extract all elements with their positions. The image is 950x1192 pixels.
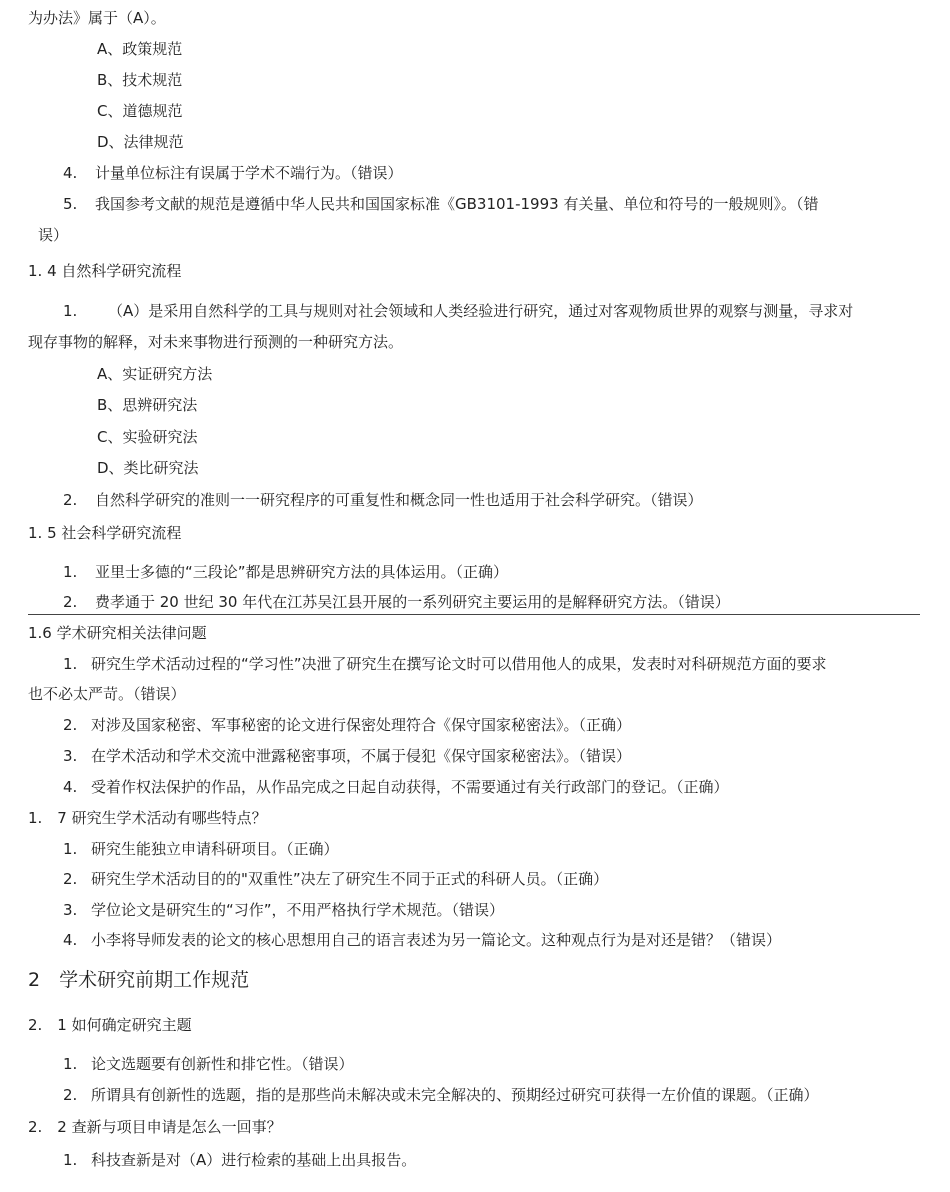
question-item [63,1085,819,1105]
question-item [63,490,703,510]
question-item [63,194,818,214]
section-heading: 1. 5 社会科学研究流程 [28,524,182,542]
question-item [63,654,827,674]
section-heading: 1.6 学术研究相关法律问题 [28,624,207,642]
question-text: （A）是采用自然科学的工具与规则对社会领域和人类经验进行研究，通过对客观物质世界的观察与测量，寻求对 [108,302,854,320]
question-item [63,900,504,920]
question-item [63,562,508,582]
question-text: 研究生学术活动目的的"双重性”决左了研究生不同于正式的科研人员。（正确） [91,870,609,888]
question-number: 1. [63,1151,78,1169]
option-c: C、道德规范 [97,102,183,120]
question-text: 我国参考文献的规范是遵循中华人民共和国国家标准《GB3101-1993 有关量、单位和符号的一般规则》。（错 [95,195,819,213]
chapter-heading: 2 学术研究前期工作规范 [28,969,250,991]
question-text: 亚里士多德的“三段论”都是思辨研究方法的具体运用。（正确） [95,563,509,581]
question-item [63,163,403,183]
question-text: 论文选题要有创新性和排它性。（错误） [91,1055,354,1073]
question-number: 4. [63,778,78,796]
option-b: B、技术规范 [97,71,183,89]
option-b: B、思辨研究法 [97,396,198,414]
question-text: 研究生能独立申请科研项目。（正确） [91,840,339,858]
question-text: 在学术活动和学术交流中泄露秘密事项，不属于侵犯《保守国家秘密法》。（错误） [91,747,632,765]
option-c: C、实验研究法 [97,428,198,446]
question-number: 1. [63,563,78,581]
question-text: 研究生学术活动过程的“学习性”决泄了研究生在撰写论文时可以借用他人的成果，发表时对科研规范方面的要求 [91,655,827,673]
question-text: 自然科学研究的准则一一研究程序的可重复性和概念同一性也适用于社会科学研究。（错误） [95,491,703,509]
question-text: 受着作权法保护的作品，从作品完成之日起自动获得，不需要通过有关行政部门的登记。（正确） [91,778,729,796]
question-number: 4. [63,931,78,949]
option-a: A、实证研究方法 [97,365,213,383]
question-text: 学位论文是研究生的“习作”，不用严格执行学术规范。（错误） [91,901,505,919]
question-text: 对涉及国家秘密、军事秘密的论文进行保密处理符合《保守国家秘密法》。（正确） [91,716,632,734]
question-number: 1. [63,1055,78,1073]
question-number: 5. [63,195,78,213]
question-item [63,777,729,797]
question-text: 小李将导师发表的论文的核心思想用自己的语言表述为另一篇论文。这种观点行为是对还是错？（错误） [91,931,782,949]
question-item [63,301,853,321]
question-number: 2. [63,491,78,509]
question-item [63,746,631,766]
question-item [63,1054,354,1074]
question-number: 3. [63,901,78,919]
question-item [63,869,608,889]
question-number: 2. [63,716,78,734]
question-number: 2. [63,870,78,888]
question-number: 2. [63,1086,78,1104]
question-number: 1. [63,840,78,858]
question-text-continued: 也不必太严苛。（错误） [28,685,186,703]
option-d: D、类比研究法 [97,459,199,477]
section-heading: 2. 2 查新与项目申请是怎么一回事？ [28,1118,282,1136]
question-number: 3. [63,747,78,765]
question-number: 1. [63,655,78,673]
question-text: 所谓具有创新性的选题，指的是那些尚未解决或未完全解决的、预期经过研究可获得一左价值的课题。（正确） [91,1086,819,1104]
question-number: 4. [63,164,78,182]
question-text-continued: 现存事物的解释，对未来事物进行预测的一种研究方法。 [28,333,404,351]
section-heading: 1. 7 研究生学术活动有哪些特点？ [28,809,267,827]
question-text: 费孝通于 20 世纪 30 年代在江苏吴江县开展的一系列研究主要运用的是解释研究方法。（错误） [95,593,730,611]
question-number: 1. [63,302,78,320]
section-heading: 2. 1 如何确定研究主题 [28,1016,192,1034]
question-item [63,839,339,859]
question-item [63,930,781,950]
question-text: 计量单位标注有误属于学术不端行为。（错误） [95,164,403,182]
section-heading: 1. 4 自然科学研究流程 [28,262,182,280]
option-d: D、法律规范 [97,133,184,151]
question-item [63,592,730,612]
question-text: 科技查新是对（A）进行检索的基础上出具报告。 [91,1151,417,1169]
question-item [63,1150,416,1170]
question-item [63,715,631,735]
question-number: 2. [63,593,78,611]
question-text-continued: 误） [38,226,69,244]
horizontal-divider [28,614,920,615]
intro-text: 为办法》属于（A）。 [28,9,166,27]
option-a: A、政策规范 [97,40,183,58]
